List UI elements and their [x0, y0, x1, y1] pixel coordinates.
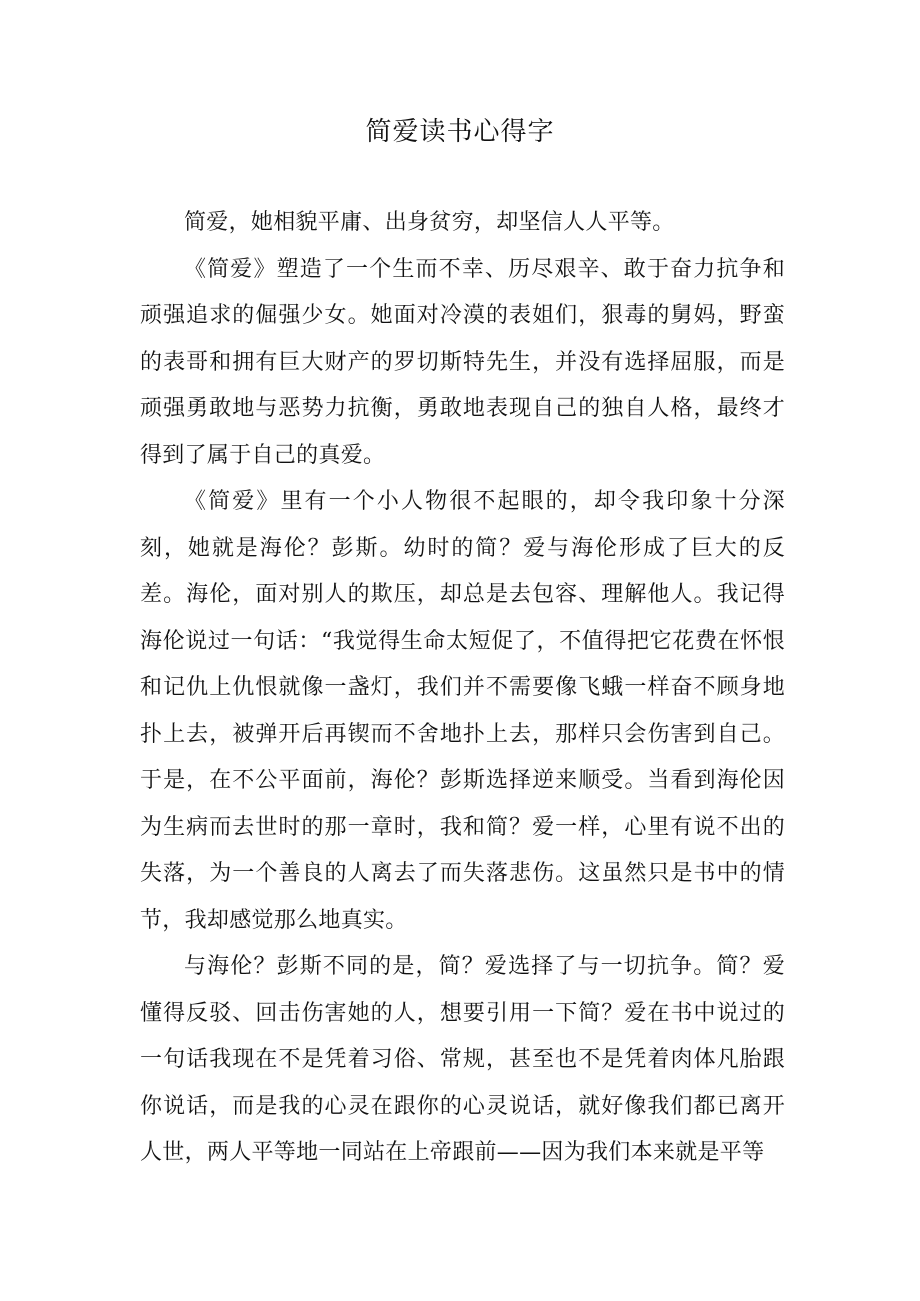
paragraph-3: 《简爱》里有一个小人物很不起眼的，却令我印象十分深刻，她就是海伦？彭斯。幼时的简？爱与海伦形成了巨大的反差。海伦，面对别人的欺压，却总是去包容、理解他人。我记得海伦说过一句话：“我觉得生命太短促了，不值得把它花费在怀恨和记仇上仇恨就像一盏灯，我们并不需要像飞蛾一样奋不顾身地扑上去，被弹开后再锲而不舍地扑上去，那样只会伤害到自己。于是，在不公平面前，海伦？彭斯选择逆来顺受。当看到海伦因为生病而去世时的那一章时，我和简？爱一样，心里有说不出的失落，为一个善良的人离去了而失落悲伤。这虽然只是书中的情节，我却感觉那么地真实。 — [140, 489, 785, 933]
paragraph-2: 《简爱》塑造了一个生而不幸、历尽艰辛、敢于奋力抗争和顽强追求的倔强少女。她面对冷漠的表姐们，狠毒的舅妈，野蛮的表哥和拥有巨大财产的罗切斯特先生，并没有选择屈服，而是顽强勇敢地与恶势力抗衡，勇敢地表现自己的独自人格，最终才得到了属于自己的真爱。 — [140, 256, 785, 468]
paragraph-4: 与海伦？彭斯不同的是，简？爱选择了与一切抗争。简？爱懂得反驳、回击伤害她的人，想要引用一下简？爱在书中说过的一句话我现在不是凭着习俗、常规，甚至也不是凭着肉体凡胎跟你说话，而是我的心灵在跟你的心灵说话，就好像我们都已离开人世，两人平等地一同站在上帝跟前——因为我们本来就是平等 — [140, 954, 785, 1165]
document-body — [140, 200, 785, 1177]
document-title: 简爱读书心得字 — [365, 117, 555, 147]
paragraph-1: 简爱，她相貌平庸、出身贫穷，却坚信人人平等。 — [184, 210, 675, 235]
